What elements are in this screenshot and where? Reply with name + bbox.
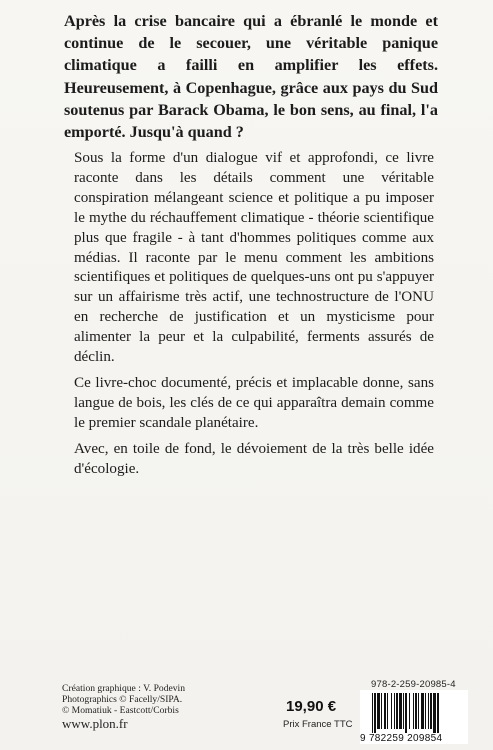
barcode-bar	[372, 693, 373, 733]
price-amount: 19,90 €	[286, 698, 337, 715]
barcode-bar	[384, 693, 386, 729]
paragraph-2: Ce livre-choc documenté, précis et implacable donne, sans langue de bois, les clés de ce qui apparaîtra demain comme le premier scandale planétaire.	[74, 374, 434, 431]
price-label: Prix France TTC	[283, 719, 353, 730]
barcode-bar	[391, 693, 392, 729]
barcode-bar	[405, 693, 407, 733]
paragraph-3: Avec, en toile de fond, le dévoiement de la très belle idée d'écologie.	[74, 440, 434, 477]
barcode-bar	[425, 693, 426, 729]
barcode-bar	[399, 693, 402, 729]
publisher-website[interactable]: www.plon.fr	[62, 716, 128, 731]
paragraph-1: Sous la forme d'un dialogue vif et approfondi, ce livre raconte dans les détails comment une véritable conspiration mélangeant science et politique a pu imposer le mythe du réchauffement climatique - théorie scientifique plus que fragile - à tant d'hommes politiques comme aux médias. Il raconte par le menu comment les ambitions scientifiques et politiques de quelques-uns ont pu s'appuyer sur un affairisme très actif, une technostructure de l'ONU en recherche de justification et un mysticisme pour alimenter la peur et la culpabilité, ferments assurés de déclin.	[74, 150, 434, 366]
credit-photo-2: © Momatiuk - Eastcott/Corbis	[62, 705, 179, 717]
barcode-bar	[421, 693, 424, 729]
barcode-bar	[433, 693, 436, 733]
description-body	[74, 149, 434, 480]
barcode-bar	[396, 693, 398, 729]
isbn-digits: 9 782259 209854	[360, 733, 443, 744]
barcode-bar	[381, 693, 382, 729]
isbn-formatted: 978-2-259-20985-4	[371, 679, 456, 690]
barcode-bar	[415, 693, 417, 729]
barcode-bar	[413, 693, 414, 729]
barcode-icon	[372, 693, 462, 733]
barcode-bar	[418, 693, 419, 729]
barcode-bar	[437, 693, 439, 733]
intro-blurb: Après la crise bancaire qui a ébranlé le monde et continue de le secouer, une véritable panique climatique a failli en amplifier les effets. Heureusement, à Copenhague, grâce aux pays du Sud soutenus par Barack Obama, le bon sens, au final, l'a emporté. Jusqu'à quand ?	[64, 12, 438, 142]
barcode-bar	[377, 693, 380, 729]
credit-photo-1: Photographics © Facelly/SIPA.	[62, 694, 183, 706]
barcode-bar	[403, 693, 404, 729]
barcode-bar	[430, 693, 432, 729]
barcode-bar	[387, 693, 388, 729]
barcode-bar	[409, 693, 410, 729]
credit-design: Création graphique : V. Podevin	[62, 683, 186, 694]
barcode-bar	[428, 693, 429, 729]
barcode-bar	[374, 693, 376, 733]
barcode-bar	[394, 693, 395, 729]
credits-block	[62, 683, 212, 717]
